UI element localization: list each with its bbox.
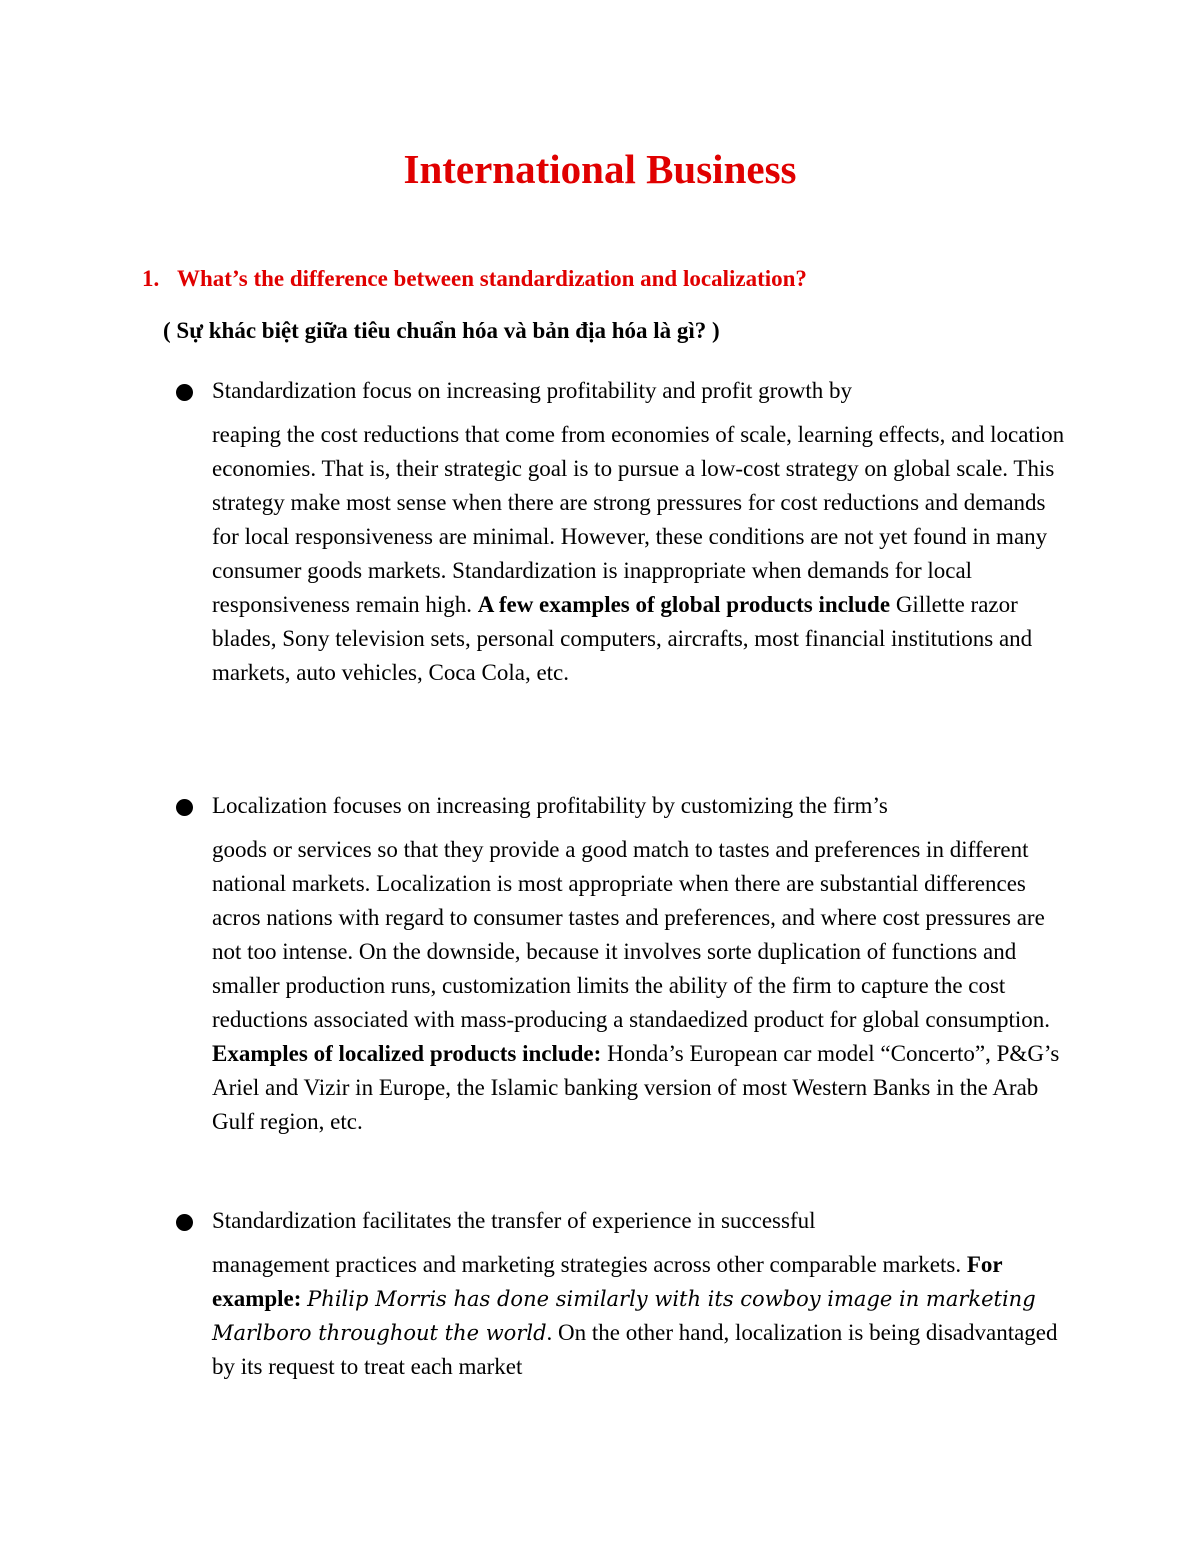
bullet-dot-icon bbox=[176, 384, 193, 401]
bullet-paragraph bbox=[172, 833, 1072, 1139]
bullet-body-text: reaping the cost reductions that come from economies of scale, learning effects, and location economies. That is, their strategic goal is to pursue a low-cost strategy on global scale. This strategy make most sense when there are strong pressures for cost reductions and demands for local responsiveness are minimal. However, these conditions are not yet found in many consumer goods markets. Standardization is inappropriate when demands for local responsiveness remain high. bbox=[212, 422, 1065, 617]
document-title: International Business bbox=[403, 146, 797, 192]
bullet-body-text: management practices and marketing strategies across other comparable markets. bbox=[212, 1252, 962, 1277]
bullet-italic-example: Philip Morris has done similarly with its cowboy image in marketing Marlboro throughout the world bbox=[212, 1287, 1036, 1345]
question-number: 1. bbox=[142, 266, 160, 291]
bullet-first-line-text: Standardization focus on increasing profitability and profit growth by bbox=[212, 378, 853, 403]
bullet-dot-icon bbox=[176, 1214, 193, 1231]
bullet-first-line-text: Standardization facilitates the transfer of experience in successful bbox=[212, 1208, 816, 1233]
question-heading bbox=[142, 262, 1102, 296]
bullet-localization bbox=[172, 789, 1072, 1139]
bullet-first-line-text: Localization focuses on increasing profitability by customizing the firm’s bbox=[212, 793, 888, 818]
question-translation: ( Sự khác biệt giữa tiêu chuẩn hóa và bản địa hóa là gì? ) bbox=[163, 318, 720, 343]
bullet-tail-text: Gillette razor blades, Sony television sets, personal computers, aircrafts, most financial institutions and markets, auto vehicles, Coca Cola, etc. bbox=[212, 592, 1033, 685]
bullet-transfer-experience bbox=[172, 1204, 1072, 1384]
bullet-first-line bbox=[172, 789, 1072, 823]
bullet-first-line bbox=[172, 1204, 1072, 1238]
bullet-bold-lead: Examples of localized products include: bbox=[212, 1041, 602, 1066]
bullet-bold-lead: A few examples of global products include bbox=[477, 592, 891, 617]
bullet-standardization bbox=[172, 374, 1072, 690]
bullet-paragraph bbox=[172, 1248, 1072, 1384]
question-text: What’s the difference between standardization and localization? bbox=[177, 266, 807, 291]
bullet-paragraph bbox=[172, 418, 1072, 690]
bullet-tail-text: . On the other hand, localization is being disadvantaged by its request to treat each market bbox=[212, 1320, 1058, 1379]
bullet-first-line bbox=[172, 374, 1072, 408]
bullet-body-text: goods or services so that they provide a good match to tastes and preferences in different national markets. Localization is most appropriate when there are substantial differences acros nations with regard to consumer tastes and preferences, and where cost pressures are not too intense. On the downside, because it involves sorte duplication of functions and smaller production runs, customization limits the ability of the firm to capture the cost reductions associated with mass-producing a standaedized product for global consumption. bbox=[212, 837, 1051, 1032]
bullet-dot-icon bbox=[176, 799, 193, 816]
bullet-bold-lead: For example: bbox=[212, 1252, 1003, 1311]
bullet-tail-text: Honda’s European car model “Concerto”, P&G’s Ariel and Vizir in Europe, the Islamic banking version of most Western Banks in the Arab Gulf region, etc. bbox=[212, 1041, 1060, 1134]
